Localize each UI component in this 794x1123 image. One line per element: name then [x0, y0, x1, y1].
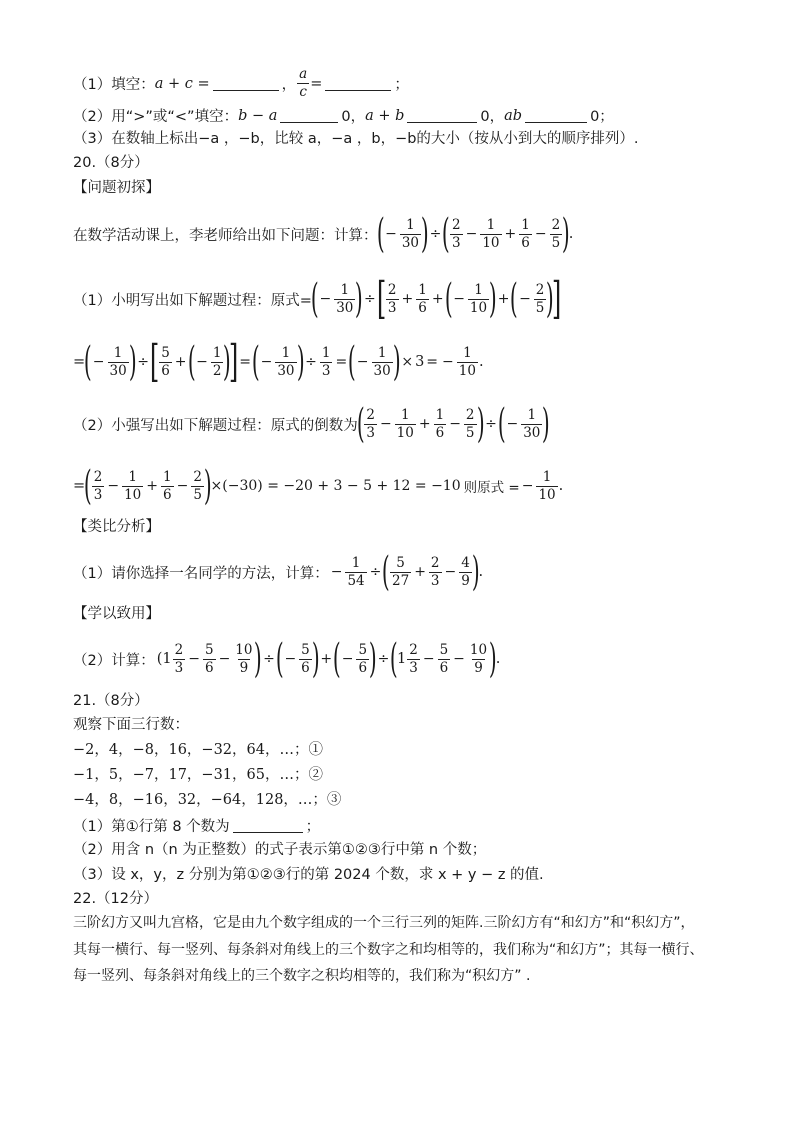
- frac-num: 5: [439, 641, 449, 658]
- frac-num: 1: [281, 344, 291, 361]
- frac-den: 9: [461, 572, 470, 589]
- op: +: [418, 416, 431, 432]
- frac-num: 1: [486, 216, 496, 233]
- fraction: [161, 469, 174, 504]
- frac-den: 10: [396, 424, 414, 441]
- answer-blank[interactable]: [525, 108, 587, 123]
- frac-den: 10: [482, 234, 500, 251]
- frac-den: 30: [109, 362, 127, 379]
- fraction: [536, 469, 557, 504]
- number: 3: [415, 354, 425, 370]
- frac-num: 1: [463, 344, 472, 361]
- q20-problem: [73, 211, 574, 257]
- frac-num: 10: [469, 641, 488, 658]
- op: −: [449, 416, 461, 432]
- answer-blank[interactable]: [213, 76, 279, 91]
- fraction: [468, 642, 489, 677]
- q20-a1-label: （1）请你选择一名同学的方法，计算：: [73, 565, 329, 582]
- op: +: [504, 226, 517, 242]
- frac-num: 1: [474, 281, 483, 298]
- paren-close: ): [355, 276, 364, 322]
- fraction: [122, 469, 143, 504]
- paren-close: ): [128, 339, 137, 385]
- frac-num: 2: [193, 468, 202, 485]
- q19-p2-z2: 0，: [480, 109, 505, 125]
- frac-den: 3: [451, 234, 461, 251]
- paren-close: ): [488, 636, 497, 682]
- fraction: [416, 282, 429, 317]
- frac-den: 5: [551, 234, 561, 251]
- frac-num: 1: [400, 406, 410, 423]
- op: −: [284, 651, 297, 667]
- period: .: [478, 354, 484, 370]
- paren-open: (: [84, 463, 92, 509]
- fraction: [480, 217, 501, 252]
- frac-den: 10: [458, 362, 476, 379]
- q21-row3: −4，8，−16，32，−64，128，…；③: [73, 792, 342, 808]
- fraction: [92, 469, 105, 504]
- op: ÷: [429, 226, 442, 242]
- frac-num: 4: [461, 554, 470, 571]
- paren-open: (: [356, 401, 365, 447]
- op: −: [176, 478, 189, 494]
- q19-p1-prefix: （1）填空：: [73, 77, 155, 93]
- q19-part3: （3）在数轴上标出−a ，−b，比较 a，−a ，b，−b的大小（按从小到大的顺序排列）.: [73, 131, 639, 147]
- q20-xiaoqiang-line1: [73, 401, 551, 447]
- frac-den: 10: [124, 486, 142, 503]
- op: −: [260, 354, 273, 370]
- q20-m1-label: （1）小明写出如下解题过程：原式=: [73, 292, 312, 309]
- op: −: [519, 291, 531, 307]
- fraction: [390, 555, 411, 590]
- paren-open: (: [376, 211, 385, 257]
- op: ÷: [485, 416, 497, 432]
- paren-close: ): [471, 549, 480, 595]
- op: −: [330, 564, 343, 580]
- q19-p2-z1: 0，: [341, 109, 366, 125]
- frac-num: 2: [174, 641, 184, 658]
- paren-open: (: [310, 276, 319, 322]
- q22-line2: 其每一横行、每一竖列、每条斜对角线上的三个数字之和均相等的，我们称为“和幻方”；其每一横行、: [73, 942, 704, 958]
- frac-den: 10: [469, 299, 488, 316]
- frac-num: 10: [235, 641, 253, 658]
- fraction: [457, 345, 478, 380]
- op: +: [401, 291, 414, 307]
- q19-part1: [73, 66, 409, 101]
- op: −: [444, 564, 457, 580]
- fraction: [459, 555, 472, 590]
- q20-m2-label: （2）小强写出如下解题过程：原式的倒数为: [73, 417, 358, 434]
- op: =: [73, 478, 86, 494]
- frac-den: 3: [430, 572, 440, 589]
- frac-den: 3: [321, 362, 331, 379]
- fraction: [191, 469, 204, 504]
- frac-num: 2: [430, 554, 440, 571]
- q21-row1: −2，4，−8，16，−32，64，…；①: [73, 742, 323, 758]
- q19-p2-prefix: （2）用“>”或“<”填空：: [73, 109, 239, 125]
- op: −: [341, 651, 354, 667]
- q21-intro: 观察下面三行数：: [73, 717, 189, 733]
- frac-den: 27: [392, 572, 410, 589]
- frac-den: 6: [161, 362, 170, 379]
- q20-m2-tail: 则原式 =: [463, 480, 520, 496]
- frac-num: 5: [161, 344, 170, 361]
- q19-p2-e2: a + b: [365, 107, 405, 124]
- op: ÷: [364, 291, 376, 307]
- q19-part2: [73, 105, 614, 126]
- frac-num: 1: [340, 281, 350, 298]
- frac-den: 5: [465, 424, 475, 441]
- q19-p1-expr: a + c =: [154, 75, 210, 92]
- fraction: [464, 407, 477, 442]
- frac-num: 2: [409, 641, 418, 658]
- frac-num: 5: [396, 554, 405, 571]
- frac-den: 30: [336, 299, 354, 316]
- q20-xiaoming-line2: [73, 336, 484, 387]
- frac-num: 5: [358, 641, 368, 658]
- frac-num: 1: [418, 281, 427, 298]
- paren-close: ): [311, 636, 320, 682]
- frac-num: 1: [212, 344, 222, 361]
- fraction: [407, 642, 420, 677]
- q20-xiaoqiang-line2: [73, 463, 564, 509]
- frac-num: 2: [366, 406, 375, 423]
- q20-section-apply: 【学以致用】: [73, 606, 160, 622]
- fraction: [519, 217, 532, 252]
- number: 1: [397, 651, 407, 667]
- frac-den: 2: [212, 362, 222, 379]
- fraction: [334, 282, 355, 317]
- op: ÷: [377, 651, 390, 667]
- frac-den: 3: [387, 299, 397, 316]
- op: −: [356, 354, 369, 370]
- fraction-a-over-c: [297, 66, 309, 101]
- q22-header: 22.（12分）: [73, 891, 159, 907]
- op: +: [146, 478, 159, 494]
- paren-close: ): [476, 401, 485, 447]
- fraction: [534, 282, 547, 317]
- paren-open: (: [510, 276, 519, 322]
- fraction: [400, 217, 421, 252]
- q20-xiaoming-line1: [73, 273, 562, 324]
- paren-open: (: [156, 651, 163, 667]
- frac-den: 6: [204, 659, 214, 676]
- frac-num: 1: [351, 554, 361, 571]
- fraction: [450, 217, 463, 252]
- paren-open: (: [444, 276, 453, 322]
- frac-num: 1: [377, 344, 387, 361]
- fraction: [356, 642, 369, 677]
- q19-p1-sep: ，: [281, 77, 297, 93]
- bracket-open: [: [376, 273, 387, 324]
- q20-header: 20.（8分）: [73, 155, 149, 171]
- frac-num: 1: [113, 344, 123, 361]
- q20-apply-2: [73, 636, 501, 682]
- op: ÷: [369, 564, 382, 580]
- op: −: [465, 226, 478, 242]
- q20-intro: 在数学活动课上，李老师给出如下问题：计算：: [73, 227, 378, 244]
- paren-open: (: [442, 211, 451, 257]
- paren-close: ): [203, 463, 212, 509]
- paren-open: (: [187, 339, 196, 385]
- frac-den: 5: [535, 299, 545, 316]
- fraction: [550, 217, 563, 252]
- frac-den: 9: [239, 659, 249, 676]
- answer-blank[interactable]: [280, 108, 338, 123]
- q19-p2-e3: ab: [504, 107, 523, 124]
- fraction: [159, 345, 172, 380]
- q19-p2-z3: 0；: [590, 109, 614, 125]
- paren-close: ): [223, 339, 232, 385]
- answer-blank[interactable]: [233, 818, 303, 833]
- op: −: [379, 416, 392, 432]
- q19-p1-end: ；: [394, 77, 409, 93]
- bracket-open: [: [149, 336, 160, 387]
- fraction: [395, 407, 416, 442]
- frac-den: 6: [439, 659, 449, 676]
- paren-open: (: [275, 636, 284, 682]
- paren-open: (: [390, 636, 399, 682]
- frac-num: 2: [93, 468, 103, 485]
- period: .: [478, 564, 484, 580]
- frac-den: 6: [301, 659, 310, 676]
- q22-line3: 每一竖列、每条斜对角线上的三个数字之积均相等的，我们称为“积幻方” .: [73, 968, 531, 984]
- q19-p2-e1: b − a: [238, 107, 278, 124]
- frac-den: 9: [474, 659, 483, 676]
- frac-den: 3: [93, 486, 103, 503]
- frac-num: 1: [406, 216, 415, 233]
- frac-den: 5: [193, 486, 202, 503]
- frac-num: a: [299, 66, 308, 82]
- op: +: [414, 564, 426, 580]
- op: =: [426, 354, 439, 370]
- paren-open: (: [382, 549, 391, 595]
- frac-den: 30: [401, 234, 420, 251]
- frac-num: 1: [163, 468, 172, 485]
- frac-den: 3: [366, 424, 375, 441]
- q21-header: 21.（8分）: [73, 693, 149, 709]
- op: −: [453, 291, 465, 307]
- op: −: [506, 416, 519, 432]
- op: ÷: [137, 354, 150, 370]
- op: =: [239, 354, 251, 370]
- fraction: [386, 282, 399, 317]
- op: −: [319, 291, 332, 307]
- frac-num: 2: [465, 406, 475, 423]
- paren-open: (: [497, 401, 506, 447]
- q21-part3: （3）设 x，y，z 分别为第①②③行的第 2024 个数，求 x + y − z 的值.: [73, 867, 544, 883]
- frac-num: 1: [435, 406, 445, 423]
- paren-close: ): [254, 636, 263, 682]
- paren-close: ): [542, 401, 551, 447]
- op: =: [335, 354, 348, 370]
- paren-close: ): [420, 211, 429, 257]
- paren-open: (: [84, 339, 92, 385]
- fraction: [345, 555, 366, 590]
- bracket-close: ]: [228, 336, 239, 387]
- q21-p1-end: ；: [305, 819, 321, 835]
- fraction: [233, 642, 254, 677]
- op: −: [422, 651, 435, 667]
- op: ÷: [263, 651, 275, 667]
- op: +: [431, 291, 444, 307]
- fraction: [299, 642, 312, 677]
- op: −: [385, 226, 397, 242]
- fraction: [438, 642, 451, 677]
- frac-den: 6: [358, 659, 368, 676]
- fraction: [275, 345, 296, 380]
- op: −: [453, 651, 465, 667]
- frac-num: 2: [535, 281, 545, 298]
- fraction: [468, 282, 489, 317]
- paren-close: ): [296, 339, 305, 385]
- op: +: [497, 291, 510, 307]
- paren-close: ): [546, 276, 555, 322]
- frac-num: 2: [451, 216, 461, 233]
- period: .: [495, 651, 501, 667]
- q20-analogy-1: [73, 549, 484, 595]
- op: −: [521, 478, 534, 494]
- op: −: [534, 226, 547, 242]
- fraction: [372, 345, 393, 380]
- frac-num: 1: [542, 468, 552, 485]
- paren-open: (: [251, 339, 260, 385]
- frac-num: 1: [128, 468, 137, 485]
- frac-num: 2: [387, 281, 397, 298]
- frac-den: 54: [347, 572, 365, 589]
- op: −: [442, 354, 454, 370]
- answer-blank[interactable]: [325, 76, 391, 91]
- fraction: [211, 345, 224, 380]
- op: −: [188, 651, 200, 667]
- frac-num: 1: [521, 216, 530, 233]
- fraction: [364, 407, 377, 442]
- op: +: [174, 354, 187, 370]
- frac-num: 5: [301, 641, 310, 658]
- op: +: [320, 651, 333, 667]
- frac-den: 3: [174, 659, 184, 676]
- paren-open: (: [333, 636, 341, 682]
- period: .: [558, 478, 564, 494]
- op: ×: [401, 354, 414, 370]
- fraction: [521, 407, 542, 442]
- op: ÷: [305, 354, 317, 370]
- q21-p1-text: （1）第①行第 8 个数为: [73, 819, 230, 835]
- paren-close: ): [392, 339, 401, 385]
- frac-den: 30: [373, 362, 391, 379]
- q22-line1: 三阶幻方又叫九宫格，它是由九个数字组成的一个三行三列的矩阵.三阶幻方有“和幻方”和“积幻方”，: [73, 915, 695, 931]
- fraction: [203, 642, 216, 677]
- number: 1: [162, 651, 172, 667]
- fraction: [173, 642, 186, 677]
- fraction: [320, 345, 333, 380]
- op: −: [218, 651, 231, 667]
- paren-open: (: [348, 339, 356, 385]
- bracket-close: ]: [551, 273, 562, 324]
- frac-den: 30: [277, 362, 295, 379]
- q20-section-analogy: 【类比分析】: [73, 519, 160, 535]
- eq-sign: =: [310, 75, 323, 92]
- frac-num: 2: [551, 216, 561, 233]
- frac-den: 10: [538, 486, 556, 503]
- paren-close: ): [562, 211, 570, 257]
- fraction: [429, 555, 442, 590]
- frac-den: 6: [521, 234, 530, 251]
- op: −: [196, 354, 208, 370]
- frac-num: 1: [321, 344, 331, 361]
- frac-den: 6: [418, 299, 427, 316]
- fraction: [108, 345, 129, 380]
- period: .: [568, 226, 574, 242]
- computation: ×(−30) = −20 + 3 − 5 + 12 = −10: [210, 478, 461, 494]
- frac-den: 6: [435, 424, 445, 441]
- paren-close: ): [368, 636, 377, 682]
- q21-row2: −1，5，−7，17，−31，65，…；②: [73, 767, 323, 783]
- answer-blank[interactable]: [407, 108, 477, 123]
- q21-part1: [73, 815, 320, 836]
- op: −: [92, 354, 105, 370]
- frac-den: c: [299, 84, 307, 100]
- q20-b2-label: （2）计算：: [73, 652, 155, 669]
- op: −: [107, 478, 120, 494]
- paren-close: ): [489, 276, 497, 322]
- frac-num: 5: [204, 641, 214, 658]
- q20-section-explore: 【问题初探】: [73, 180, 160, 196]
- frac-den: 30: [523, 424, 541, 441]
- op: =: [73, 354, 86, 370]
- frac-den: 6: [163, 486, 172, 503]
- q21-part2: （2）用含 n（n 为正整数）的式子表示第①②③行中第 n 个数；: [73, 842, 487, 858]
- fraction: [434, 407, 447, 442]
- frac-num: 1: [527, 406, 537, 423]
- frac-den: 3: [409, 659, 418, 676]
